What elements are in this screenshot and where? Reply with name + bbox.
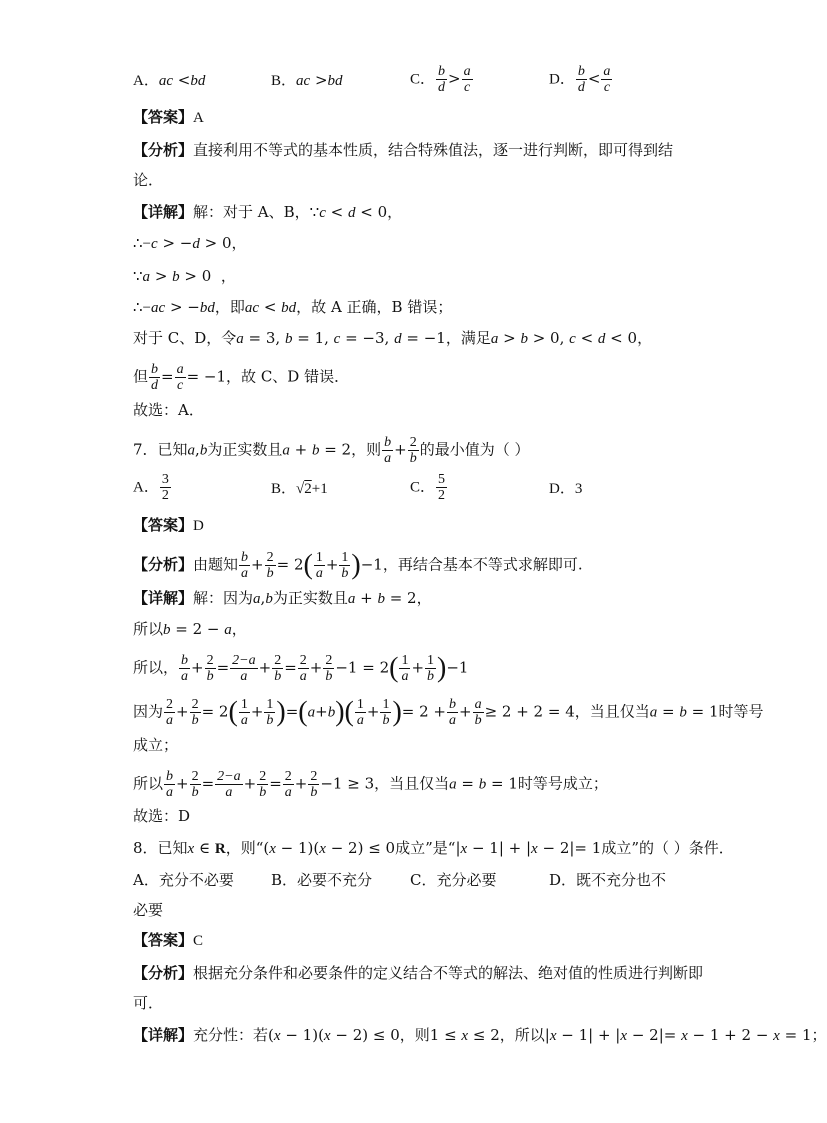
q6-answer: 【答案】A (133, 108, 204, 126)
q7-conclusion: 故选：D (133, 807, 191, 825)
q8-analysis-line-2: 可． (133, 994, 164, 1012)
q7-answer: 【答案】D (133, 516, 204, 534)
q7-detail-line-5: 成立； (133, 736, 179, 754)
q7-option-c: C． $\frac{5}{2}$ (410, 472, 446, 503)
q8-option-b: B．必要不充分 (271, 871, 373, 889)
q6-detail-line-4: ∴−ac > −bd，即ac < bd，故 A 正确，B 错误； (133, 298, 453, 316)
q8-answer: 【答案】C (133, 931, 204, 949)
q8-option-d: D．既不充分也不 (549, 871, 667, 889)
q6-detail-line-1: 【详解】解：对于 A、B，∵c < d < 0， (133, 203, 403, 221)
q8-option-a: A．充分不必要 (133, 871, 234, 889)
q8-detail-line-1: 【详解】充分性：若(x − 1)(x − 2) ≤ 0，则1 ≤ x ≤ 2，所以|x − 1| + |x − 2|= x − 1 + 2 − x = 1； (133, 1026, 827, 1044)
q6-option-a: A．ac <bd (133, 71, 206, 89)
q7-detail-line-3: 所以， $\frac{b}{a}$ + $\frac{2}{b}$ = $\frac{2-a}{a}$ + $\frac{2}{b}$ = $\frac{2}{a}$ + $\frac{2}{b}$ −1 = 2( $\frac{1}{a}$ + $\frac{1}{b}$ )−1 (133, 652, 469, 684)
q8-analysis-line-1: 【分析】根据充分条件和必要条件的定义结合不等式的解法、绝对值的性质进行判断即 (133, 964, 704, 982)
q8-option-c: C．充分必要 (410, 871, 497, 889)
q6-option-d: D． $\frac{b}{d}$ < $\frac{a}{c}$ (549, 64, 611, 95)
q7-option-d: D．3 (549, 481, 583, 497)
q6-option-b: B．ac >bd (271, 71, 343, 89)
q6-detail-line-3: ∵a > b > 0 ， (133, 267, 236, 285)
q6-detail-line-2: ∴−c > −d > 0， (133, 234, 247, 252)
q6-option-c: C． $\frac{b}{d}$ > $\frac{a}{c}$ (410, 64, 471, 95)
q6-detail-line-5: 对于 C、D，令a = 3, b = 1, c = −3, d = −1，满足a > b > 0, c < d < 0， (133, 329, 653, 347)
q7-detail-line-1: 【详解】解：因为a,b为正实数且a + b = 2， (133, 589, 432, 607)
q7-detail-line-2: 所以b = 2 − a， (133, 620, 247, 638)
q7-analysis: 【分析】由题知 $\frac{b}{a}$ + $\frac{2}{b}$ = 2( $\frac{1}{a}$ + $\frac{1}{b}$ )−1，再结合基本不等式求解即可. (133, 549, 583, 581)
q7-option-b: B．√2+1 (271, 481, 328, 497)
q8-option-d-continued: 必要 (133, 901, 164, 919)
q7-option-a: A． $\frac{3}{2}$ (133, 472, 169, 503)
q6-analysis-line-1: 【分析】直接利用不等式的基本性质，结合特殊值法，逐一进行判断，即可得到结 (133, 141, 674, 159)
q7-detail-line-4: 因为 $\frac{2}{a}$ + $\frac{2}{b}$ = 2( $\frac{1}{a}$ + $\frac{1}{b}$ )=(a+b)( $\frac{1}{a}$ + $\frac{1}{b}$ )= 2 + $\frac{b}{a}$ + $\frac{a}{b}$ ≥ 2 + 2 = 4，当且仅当a = b = 1时等号 (133, 696, 764, 728)
q6-analysis-line-2: 论． (133, 171, 164, 189)
q7-stem: 7．已知a,b为正实数且a + b = 2，则 $\frac{b}{a}$ + $\frac{2}{b}$ 的最小值为（ ） (133, 435, 530, 466)
q6-detail-line-6: 但 $\frac{b}{d}$ = $\frac{a}{c}$ = −1，故 C、D 错误． (133, 362, 350, 393)
q8-stem: 8．已知x ∈ R，则“(x − 1)(x − 2) ≤ 0成立”是“|x − 1| + |x − 2|= 1成立”的（ ）条件． (133, 839, 734, 857)
q6-conclusion: 故选：A． (133, 401, 204, 419)
q7-detail-line-6: 所以 $\frac{b}{a}$ + $\frac{2}{b}$ = $\frac{2-a}{a}$ + $\frac{2}{b}$ = $\frac{2}{a}$ + $\frac{2}{b}$ −1 ≥ 3，当且仅当a = b = 1时等号成立； (133, 769, 608, 800)
